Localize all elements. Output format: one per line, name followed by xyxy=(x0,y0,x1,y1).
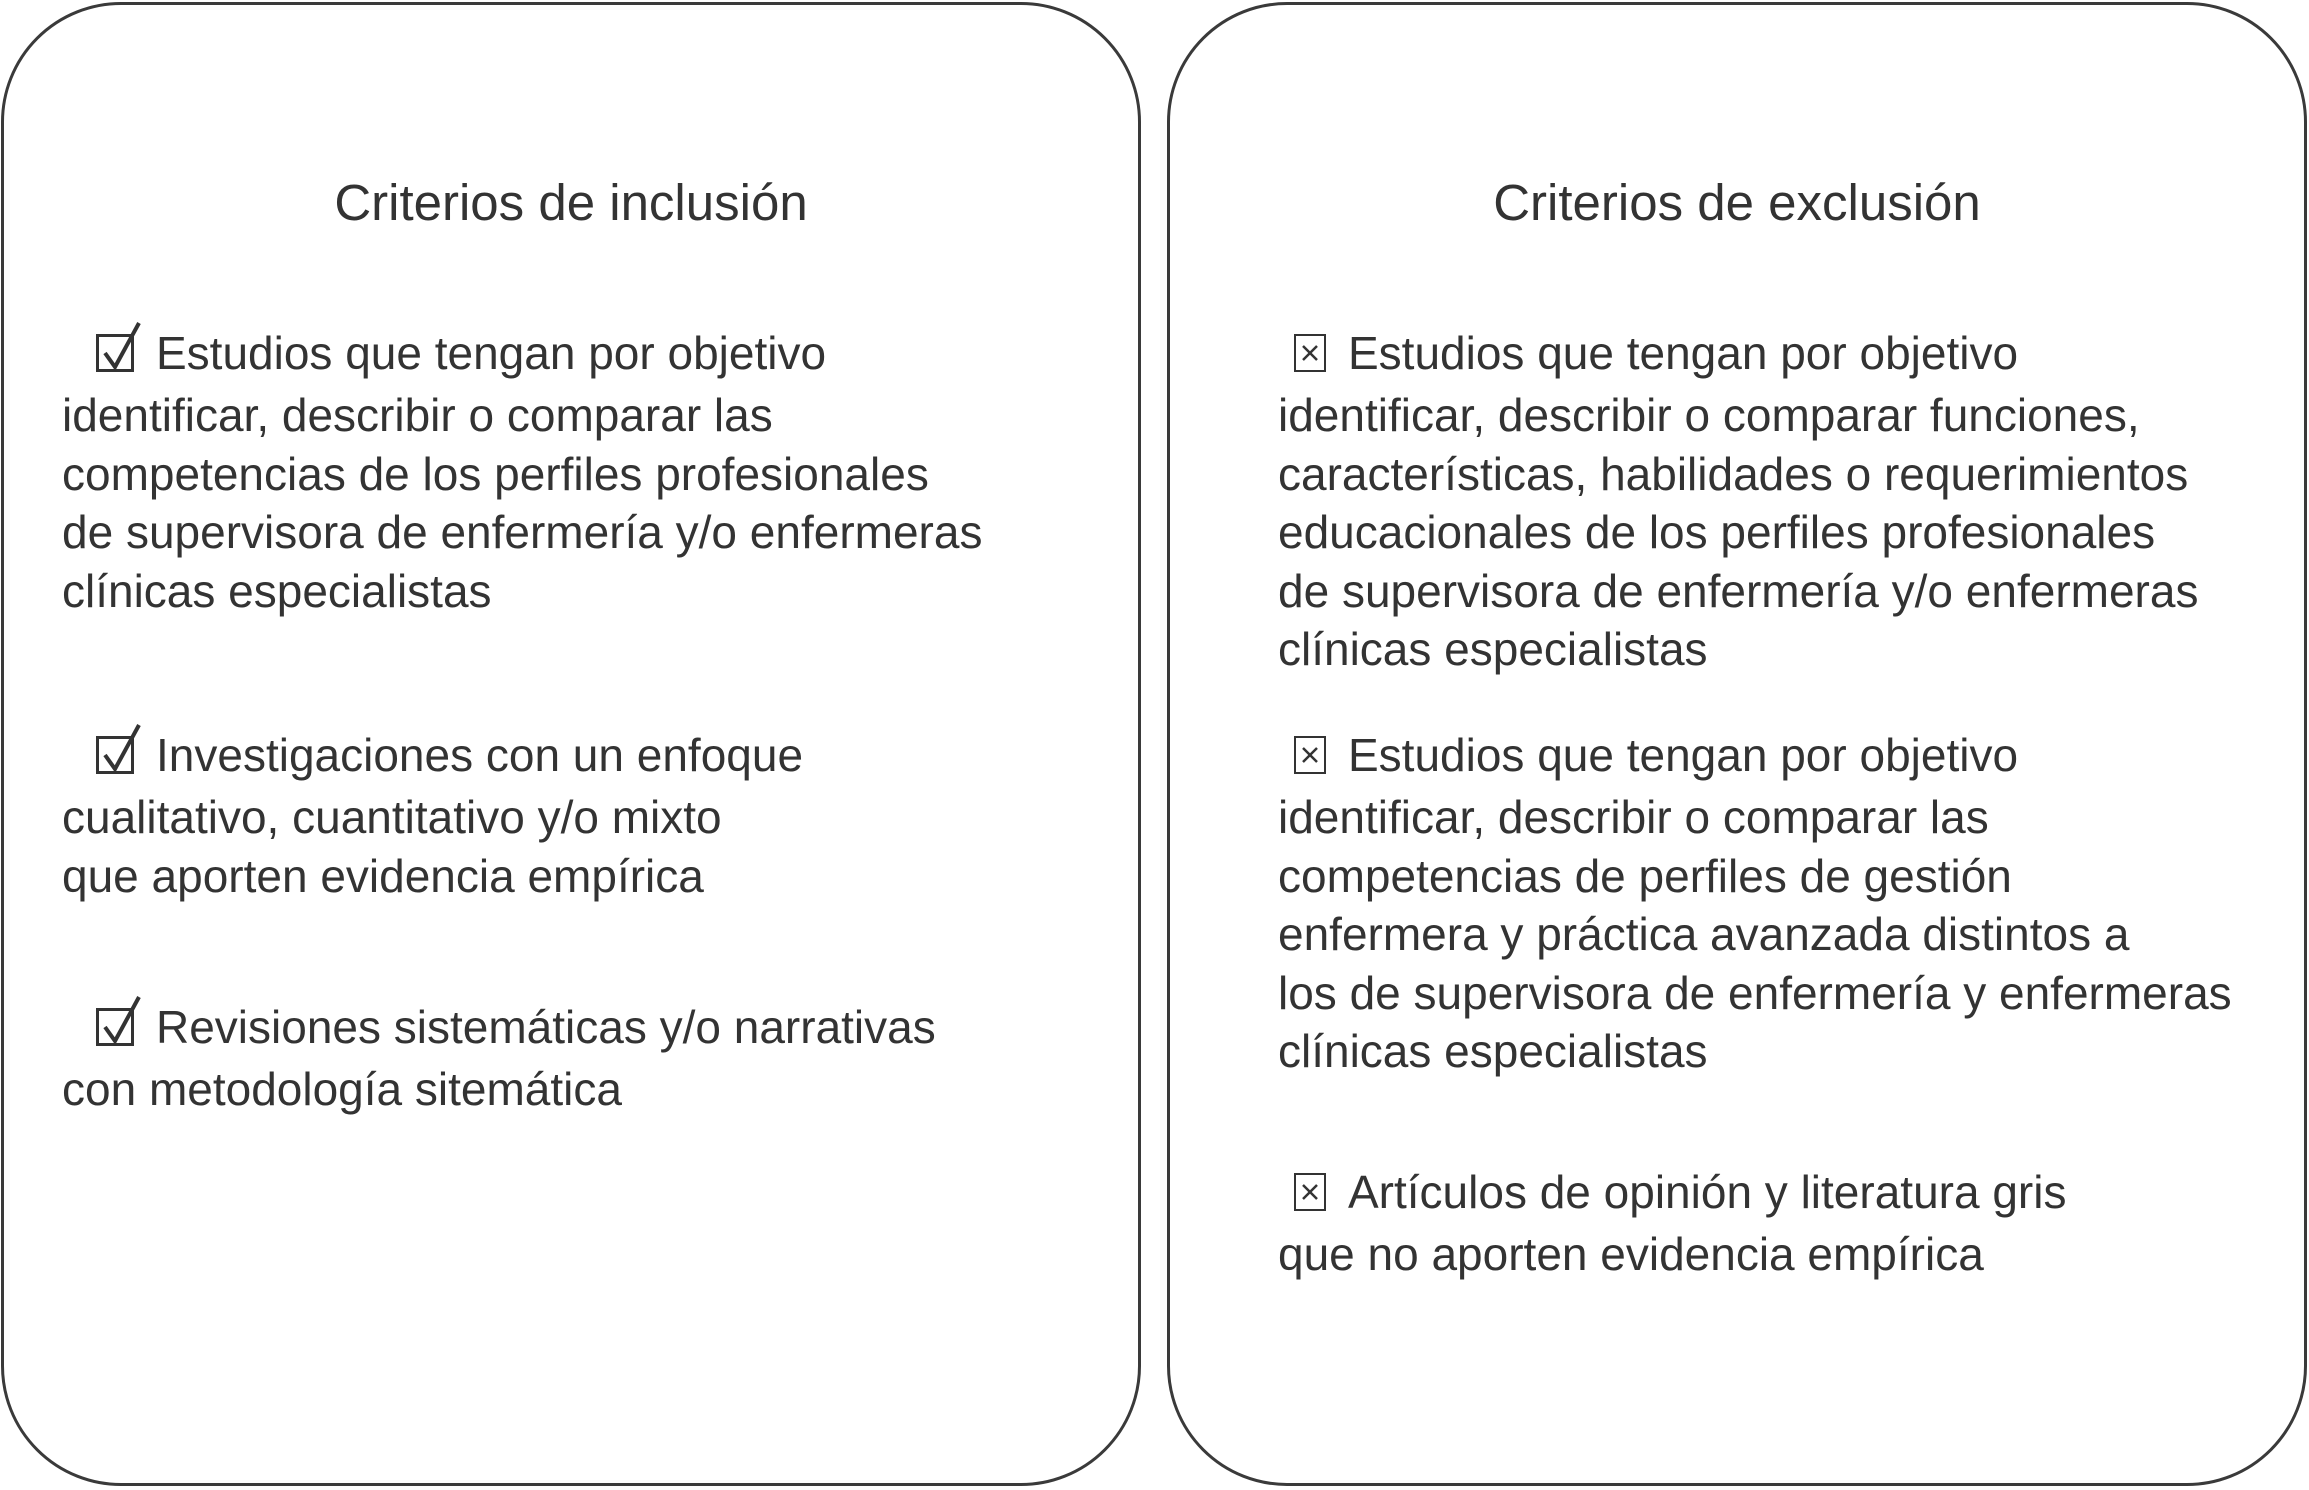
inclusion-item-1-line-5: clínicas especialistas xyxy=(62,564,492,617)
exclusion-item-1-line-1: Estudios que tengan por objetivo xyxy=(1348,327,2019,379)
exclusion-title: Criterios de exclusión xyxy=(1493,174,1981,231)
exclusion-item-1-line-4: educacionales de los perfiles profesionales xyxy=(1278,506,2156,558)
exclusion-item-1-line-5: de supervisora de enfermería y/o enfermeras xyxy=(1278,564,2199,617)
crossed-box-icon xyxy=(1294,1173,1326,1211)
exclusion-item-1-line-2: identificar, describir o comparar funciones, xyxy=(1278,389,2140,441)
crossed-box-icon xyxy=(1294,334,1326,372)
exclusion-item-1-line-6: clínicas especialistas xyxy=(1278,623,1708,675)
inclusion-item-3-line-1: Revisiones sistemáticas y/o narrativas xyxy=(156,1001,936,1053)
inclusion-item-2 xyxy=(62,720,803,905)
exclusion-item-2-line-3: competencias de perfiles de gestión xyxy=(1278,849,2012,902)
inclusion-title: Criterios de inclusión xyxy=(334,174,808,231)
checked-box-icon xyxy=(96,1008,134,1046)
inclusion-item-1-line-4: de supervisora de enfermería y/o enfermeras xyxy=(62,506,983,558)
inclusion-item-1-line-3: competencias de los perfiles profesionales xyxy=(62,447,929,500)
crossed-box-icon xyxy=(1294,736,1326,774)
exclusion-item-2-line-2: identificar, describir o comparar las xyxy=(1278,791,1989,843)
checked-box-icon xyxy=(96,334,134,372)
exclusion-item-3 xyxy=(1278,1157,2066,1284)
exclusion-item-2-line-4: enfermera y práctica avanzada distintos a xyxy=(1278,908,2130,960)
exclusion-item-1-line-3: características, habilidades o requerimientos xyxy=(1278,447,2189,500)
inclusion-item-1 xyxy=(62,318,982,620)
exclusion-item-2-line-5: los de supervisora de enfermería y enfermeras xyxy=(1278,966,2232,1019)
exclusion-item-3-line-1: Artículos de opinión y literatura gris xyxy=(1348,1166,2067,1218)
inclusion-item-1-line-2: identificar, describir o comparar las xyxy=(62,389,773,441)
inclusion-item-2-line-3: que aporten evidencia empírica xyxy=(62,849,704,902)
exclusion-item-1 xyxy=(1278,318,2198,679)
exclusion-item-2-line-1: Estudios que tengan por objetivo xyxy=(1348,729,2019,781)
exclusion-item-2-line-6: clínicas especialistas xyxy=(1278,1025,1708,1077)
exclusion-item-2 xyxy=(1278,720,2232,1081)
inclusion-item-1-line-1: Estudios que tengan por objetivo xyxy=(156,327,827,379)
inclusion-item-3-line-2: con metodología sitemática xyxy=(62,1063,622,1115)
exclusion-item-3-line-2: que no aporten evidencia empírica xyxy=(1278,1228,1984,1280)
inclusion-item-2-line-2: cualitativo, cuantitativo y/o mixto xyxy=(62,791,722,843)
inclusion-criteria-panel xyxy=(1,2,1141,1486)
exclusion-criteria-panel xyxy=(1167,2,2307,1486)
inclusion-item-2-line-1: Investigaciones con un enfoque xyxy=(156,729,804,781)
checked-box-icon xyxy=(96,736,134,774)
inclusion-item-3 xyxy=(62,992,936,1119)
